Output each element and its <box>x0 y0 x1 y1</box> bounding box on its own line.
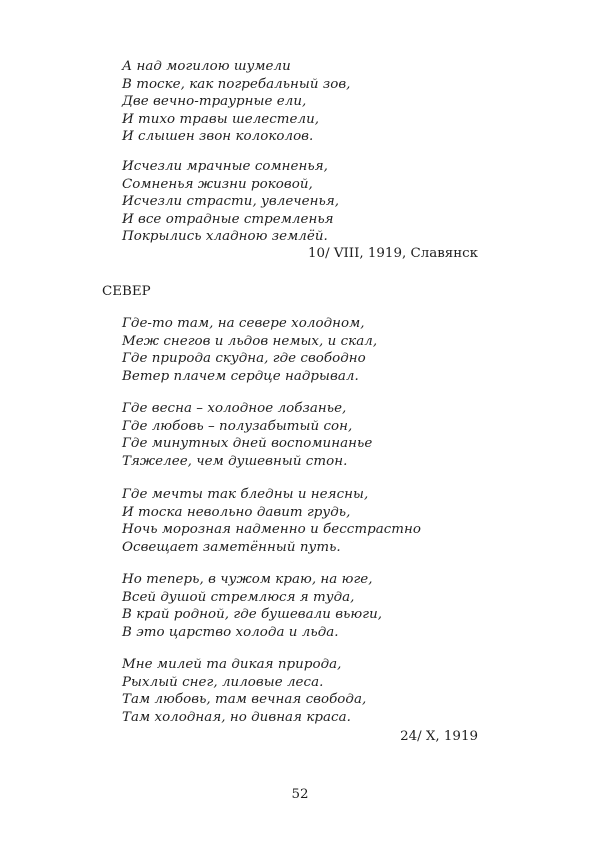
verse-line: И тихо травы шелестели, <box>122 111 320 127</box>
verse-line: Где минутных дней воспоминанье <box>122 436 373 452</box>
poem2-stanza-5 <box>122 656 366 726</box>
verse-line: Но теперь, в чужом краю, на юге, <box>122 572 373 587</box>
verse-line: Где-то там, на севере холодном, <box>122 316 365 331</box>
verse-line: Там холодная, но дивная краса. <box>122 709 351 725</box>
verse-line: А над могилою шумели <box>122 59 291 74</box>
poem2-signature: 24/ X, 1919 <box>400 729 478 744</box>
verse-line: Где любовь – полузабытый сон, <box>122 418 353 434</box>
verse-line: Рыхлый снег, лиловые леса. <box>122 674 324 690</box>
verse-line: В край родной, где бушевали вьюги, <box>122 607 383 623</box>
verse-line: Всей душой стремлюся я туда, <box>122 589 355 605</box>
verse-line: И тоска невольно давит грудь, <box>122 504 351 520</box>
poem1-stanza-2 <box>122 158 339 246</box>
verse-line: Сомненья жизни роковой, <box>122 176 313 192</box>
poem2-stanza-1 <box>122 315 377 385</box>
poem2-stanza-4 <box>122 571 382 641</box>
verse-line: Там любовь, там вечная свобода, <box>122 692 367 708</box>
verse-line: Две вечно-траурные ели, <box>122 94 307 110</box>
poem2-stanza-3 <box>122 486 421 556</box>
verse-line: Где мечты так бледны и неясны, <box>122 487 369 502</box>
verse-line: Меж снегов и льдов немых, и скал, <box>122 333 378 349</box>
verse-line: Мне милей та дикая природа, <box>122 657 342 672</box>
page-number: 52 <box>291 787 309 802</box>
verse-line: Где весна – холодное лобзанье, <box>122 401 347 416</box>
verse-line: Освещает заметённый путь. <box>122 539 341 555</box>
verse-line: И все отрадные стремленья <box>122 211 334 227</box>
verse-line: Тяжелее, чем душевный стон. <box>122 453 348 469</box>
verse-line: Исчезли страсти, увлеченья, <box>122 194 340 210</box>
verse-line: И слышен звон колоколов. <box>122 129 314 145</box>
poem2-stanza-2 <box>122 400 372 470</box>
poem2-title: СЕВЕР <box>102 284 151 299</box>
verse-line: В тоске, как погребальный зов, <box>122 76 351 92</box>
poem1-signature: 10/ VIII, 1919, Славянск <box>308 246 478 261</box>
verse-line: Исчезли мрачные сомненья, <box>122 159 328 174</box>
verse-line: Ветер плачем сердце надрывал. <box>122 368 359 384</box>
poem1-stanza-1 <box>122 58 350 146</box>
verse-line: В это царство холода и льда. <box>122 624 339 640</box>
verse-line: Покрылись хладною землёй. <box>122 229 328 245</box>
verse-line: Где природа скудна, где свободно <box>122 351 366 367</box>
verse-line: Ночь морозная надменно и бесстрастно <box>122 522 422 538</box>
